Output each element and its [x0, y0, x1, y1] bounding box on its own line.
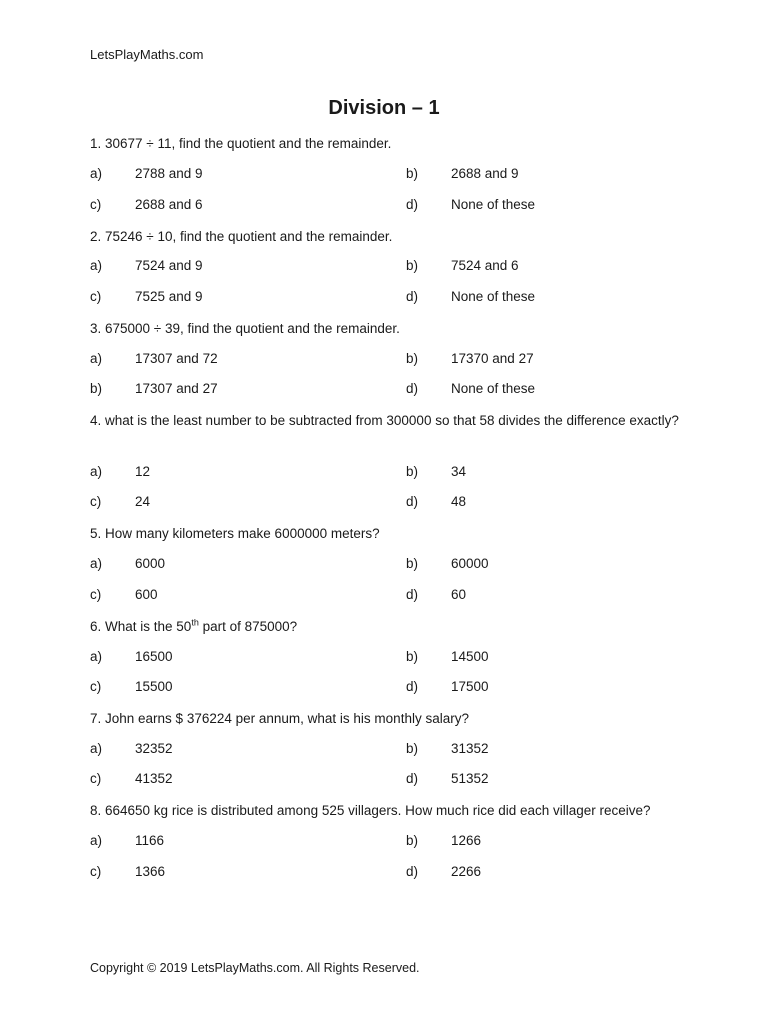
option-letter: b) [406, 351, 419, 366]
option-text: 17307 and 72 [135, 351, 218, 366]
option-text: 17370 and 27 [451, 351, 534, 366]
question-4: 4. what is the least number to be subtracted from 300000 so that 58 divides the difference exactly? [90, 413, 679, 428]
option-text: 12 [135, 464, 151, 479]
option-letter: d) [406, 494, 419, 509]
question-2: 2. 75246 ÷ 10, find the quotient and the remainder. [90, 229, 393, 244]
option-letter: b) [406, 464, 419, 479]
option-letter: c) [90, 197, 102, 212]
option-text: None of these [451, 289, 536, 304]
option-letter: c) [90, 587, 102, 602]
option-letter: a) [90, 351, 103, 366]
site-header: LetsPlayMaths.com [90, 47, 204, 62]
option-text: 17307 and 27 [135, 381, 218, 396]
option-text: 7524 and 6 [451, 258, 519, 273]
option-letter: c) [90, 679, 102, 694]
option-letter: a) [90, 258, 103, 273]
option-text: 32352 [135, 741, 173, 756]
option-text: 7524 and 9 [135, 258, 203, 273]
question-3: 3. 675000 ÷ 39, find the quotient and the remainder. [90, 321, 400, 336]
option-letter: c) [90, 494, 102, 509]
option-text: 2688 and 9 [451, 166, 519, 181]
option-letter: d) [406, 864, 419, 879]
option-text: 14500 [451, 649, 489, 664]
option-text: 2688 and 6 [135, 197, 203, 212]
option-letter: c) [90, 864, 102, 879]
option-letter: a) [90, 833, 103, 848]
option-letter: a) [90, 166, 103, 181]
ordinal-suffix: th [191, 617, 199, 628]
option-text: 17500 [451, 679, 489, 694]
option-text: 1366 [135, 864, 166, 879]
option-letter: d) [406, 771, 419, 786]
question-8: 8. 664650 kg rice is distributed among 525 villagers. How much rice did each villager receive? [90, 803, 651, 818]
option-text: None of these [451, 197, 536, 212]
option-letter: b) [406, 556, 419, 571]
question-7: 7. John earns $ 376224 per annum, what is his monthly salary? [90, 711, 469, 726]
option-letter: a) [90, 649, 103, 664]
question-6-text-pre: 6. What is the 50 [90, 619, 192, 634]
option-letter: a) [90, 464, 103, 479]
option-letter: c) [90, 289, 102, 304]
option-text: 2788 and 9 [135, 166, 203, 181]
option-letter: a) [90, 556, 103, 571]
option-text: 1166 [135, 833, 165, 848]
option-text: 31352 [451, 741, 489, 756]
option-letter: b) [406, 166, 419, 181]
question-6 [90, 616, 680, 637]
question-5: 5. How many kilometers make 6000000 meters? [90, 526, 380, 541]
option-text: 1266 [451, 833, 482, 848]
option-letter: a) [90, 741, 103, 756]
option-letter: b) [406, 741, 419, 756]
option-text: None of these [451, 381, 536, 396]
option-letter: d) [406, 289, 419, 304]
option-text: 16500 [135, 649, 173, 664]
option-letter: c) [90, 771, 102, 786]
option-text: 24 [135, 494, 151, 509]
option-letter: d) [406, 197, 419, 212]
option-text: 6000 [135, 556, 166, 571]
option-text: 34 [451, 464, 467, 479]
option-letter: b) [90, 381, 103, 396]
option-text: 2266 [451, 864, 482, 879]
page-title: Division – 1 [328, 97, 440, 119]
option-letter: d) [406, 587, 419, 602]
option-letter: d) [406, 679, 419, 694]
option-letter: b) [406, 258, 419, 273]
option-letter: b) [406, 833, 419, 848]
option-text: 48 [451, 494, 467, 509]
option-letter: b) [406, 649, 419, 664]
option-text: 60 [451, 587, 467, 602]
copyright-footer: Copyright © 2019 LetsPlayMaths.com. All Rights Reserved. [90, 961, 420, 975]
question-1: 1. 30677 ÷ 11, find the quotient and the remainder. [90, 136, 392, 151]
option-text: 7525 and 9 [135, 289, 203, 304]
option-text: 15500 [135, 679, 173, 694]
option-text: 41352 [135, 771, 173, 786]
option-text: 60000 [451, 556, 489, 571]
option-letter: d) [406, 381, 419, 396]
question-6-text-post: part of 875000? [198, 619, 298, 634]
option-text: 51352 [451, 771, 489, 786]
option-text: 600 [135, 587, 158, 602]
